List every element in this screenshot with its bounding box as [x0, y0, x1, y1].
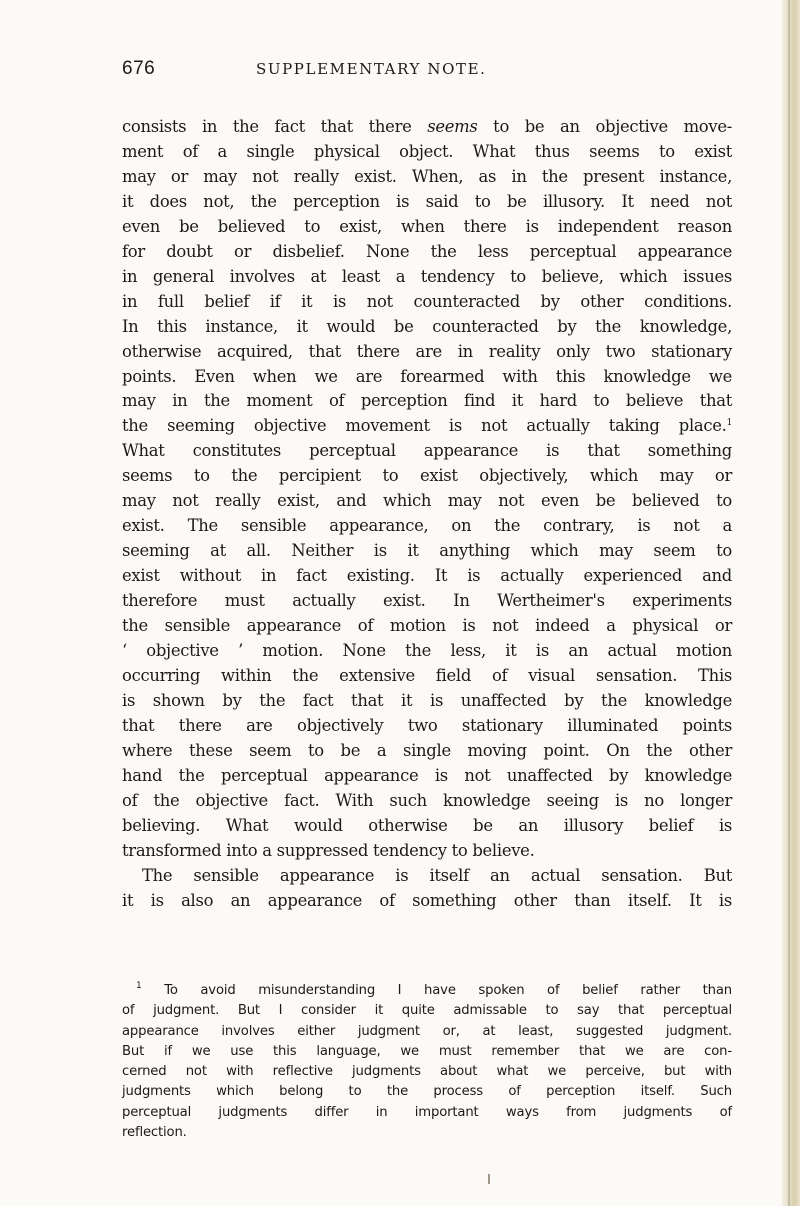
- footnote-line: reflection.: [122, 1125, 187, 1141]
- text-line: otherwise acquired, that there are in reality only two stationary: [122, 341, 732, 361]
- text-line: occurring within the extensive field of visual sensation. This: [122, 665, 732, 685]
- page-number: 676: [122, 58, 156, 79]
- text-line: points. Even when we are forearmed with this knowledge we: [122, 366, 732, 386]
- footnote-marker: 1: [136, 981, 142, 991]
- text-line: exist. The sensible appearance, on the contrary, is not a: [122, 516, 732, 536]
- text-line: may in the moment of perception find it hard to believe that: [122, 391, 732, 411]
- text-line: the sensible appearance of motion is not indeed a physical or: [122, 616, 732, 636]
- text-line: seeming at all. Neither is it anything which may seem to: [122, 541, 732, 561]
- text-line: of the objective fact. With such knowledge seeing is no longer: [122, 790, 732, 810]
- footnote-ref: 1: [726, 418, 732, 429]
- footnote-line: of judgment. But I consider it quite admissable to say that perceptual: [122, 1003, 732, 1019]
- text-line: it is also an appearance of something other than itself. It is: [122, 890, 732, 910]
- text-line: consists in the fact that there seems to be an objective move-: [122, 117, 732, 136]
- text-line: ‘ objective ’ motion. None the less, it is an actual motion: [122, 641, 732, 661]
- footnote-line: judgments which belong to the process of perception itself. Such: [122, 1084, 732, 1100]
- emphasis-word: seems: [427, 117, 478, 136]
- text-line: In this instance, it would be counteracted by the knowledge,: [122, 316, 732, 336]
- text-line: even be believed to exist, when there is independent reason: [122, 216, 732, 236]
- text-line: hand the perceptual appearance is not unaffected by knowledge: [122, 765, 732, 785]
- text-line: believing. What would otherwise be an illusory belief is: [122, 815, 732, 835]
- text-line: for doubt or disbelief. None the less perceptual appearance: [122, 241, 732, 261]
- footnote: [122, 981, 732, 1143]
- text-line: What constitutes perceptual appearance is that something: [122, 441, 732, 461]
- body-text: [122, 115, 732, 914]
- print-mark: [488, 1174, 490, 1184]
- text-line: exist without in fact existing. It is actually experienced and: [122, 566, 732, 586]
- text-line: transformed into a suppressed tendency to believe.: [122, 840, 535, 860]
- text-line: the seeming objective movement is not actually taking place.$^1$: [122, 416, 732, 436]
- text-line: it does not, the perception is said to be illusory. It need not: [122, 191, 732, 211]
- text-line: in general involves at least a tendency to believe, which issues: [122, 266, 732, 286]
- footnote-line: cerned not with reflective judgments about what we perceive, but with: [122, 1064, 732, 1080]
- footnote-line: perceptual judgments differ in important ways from judgments of: [122, 1104, 732, 1120]
- running-head: SUPPLEMENTARY NOTE.: [256, 60, 487, 78]
- text-line: in full belief if it is not counteracted by other conditions.: [122, 291, 732, 311]
- text-line: therefore must actually exist. In Wertheimer's experiments: [122, 591, 732, 611]
- text-line: may or may not really exist. When, as in the present instance,: [122, 166, 732, 186]
- page-header: [122, 58, 732, 88]
- text-line: The sensible appearance is itself an actual sensation. But: [142, 865, 732, 885]
- text-line: is shown by the fact that it is unaffected by the knowledge: [122, 690, 732, 710]
- text-line: may not really exist, and which may not even be believed to: [122, 491, 732, 511]
- footnote-line: $^1$ To avoid misunderstanding I have spoken of belief rather than: [136, 981, 732, 998]
- text-line: that there are objectively two stationary illuminated points: [122, 715, 732, 735]
- page-edge: [782, 0, 800, 1206]
- text-line: ment of a single physical object. What thus seems to exist: [122, 141, 732, 161]
- text-line: seems to the percipient to exist objectively, which may or: [122, 466, 732, 486]
- text-line: where these seem to be a single moving point. On the other: [122, 740, 732, 760]
- footnote-line: But if we use this language, we must remember that we are con-: [122, 1043, 732, 1059]
- footnote-line: appearance involves either judgment or, at least, suggested judgment.: [122, 1023, 732, 1039]
